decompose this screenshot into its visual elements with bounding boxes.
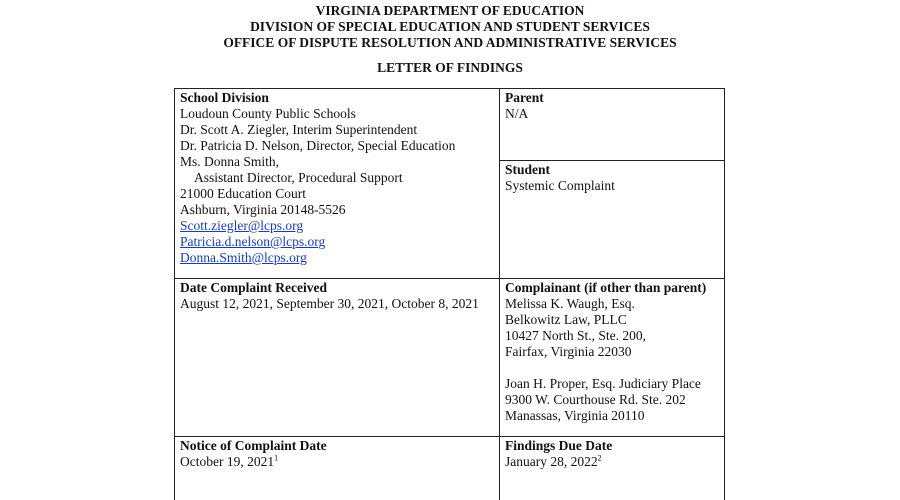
parent-label: Parent [505, 90, 544, 105]
parent-cell [500, 89, 725, 161]
header-division: DIVISION OF SPECIAL EDUCATION AND STUDENT SERVICES [250, 19, 650, 34]
notice-date-label: Notice of Complaint Date [180, 438, 327, 453]
complainant-name-2: Joan H. Proper, Esq. Judiciary Place [505, 376, 701, 391]
date-received-cell [175, 279, 500, 437]
complainant-city-1: Fairfax, Virginia 22030 [505, 344, 632, 359]
assistant-director-name: Ms. Donna Smith, [180, 154, 280, 169]
complainant-street-2: 9300 W. Courthouse Rd. Ste. 202 [505, 392, 686, 407]
findings-due-label: Findings Due Date [505, 438, 613, 453]
date-received-label: Date Complaint Received [180, 280, 327, 295]
document-header [0, 3, 900, 51]
complainant-spacer [505, 360, 719, 376]
document-title: LETTER OF FINDINGS [377, 60, 523, 75]
email-link-ziegler[interactable]: Scott.ziegler@lcps.org [180, 218, 304, 233]
parent-value: N/A [505, 106, 529, 121]
student-value: Systemic Complaint [505, 178, 615, 193]
complainant-name-1: Melissa K. Waugh, Esq. [505, 296, 635, 311]
city-state-zip: Ashburn, Virginia 20148-5526 [180, 202, 346, 217]
date-received-value: August 12, 2021, September 30, 2021, October 8, 2021 [180, 296, 479, 311]
complainant-cell [500, 279, 725, 437]
student-label: Student [505, 162, 551, 177]
school-division-cell [175, 89, 500, 279]
email-link-smith[interactable]: Donna.Smith@lcps.org [180, 250, 307, 265]
notice-date-cell [175, 437, 500, 500]
footnote-marker-1: 1 [274, 453, 279, 463]
complainant-street-1: 10427 North St., Ste. 200, [505, 328, 647, 343]
complainant-label: Complainant (if other than parent) [505, 280, 707, 295]
header-office: OFFICE OF DISPUTE RESOLUTION AND ADMINISTRATIVE SERVICES [223, 35, 677, 50]
student-cell [500, 161, 725, 279]
assistant-director-title: Assistant Director, Procedural Support [194, 170, 403, 185]
complainant-firm-1: Belkowitz Law, PLLC [505, 312, 627, 327]
findings-due-cell [500, 437, 725, 500]
notice-date-value: October 19, 2021 [180, 454, 275, 469]
findings-table [174, 88, 725, 500]
director: Dr. Patricia D. Nelson, Director, Special Education [180, 138, 456, 153]
header-department: VIRGINIA DEPARTMENT OF EDUCATION [315, 3, 585, 18]
street-address: 21000 Education Court [180, 186, 306, 201]
complainant-city-2: Manassas, Virginia 20110 [505, 408, 645, 423]
superintendent: Dr. Scott A. Ziegler, Interim Superintendent [180, 122, 418, 137]
footnote-marker-2: 2 [597, 453, 602, 463]
findings-due-value: January 28, 2022 [505, 454, 598, 469]
findings-due-line [505, 454, 719, 470]
school-division-name: Loudoun County Public Schools [180, 106, 356, 121]
notice-date-line [180, 454, 494, 470]
school-division-label: School Division [180, 90, 269, 105]
email-link-nelson[interactable]: Patricia.d.nelson@lcps.org [180, 234, 326, 249]
